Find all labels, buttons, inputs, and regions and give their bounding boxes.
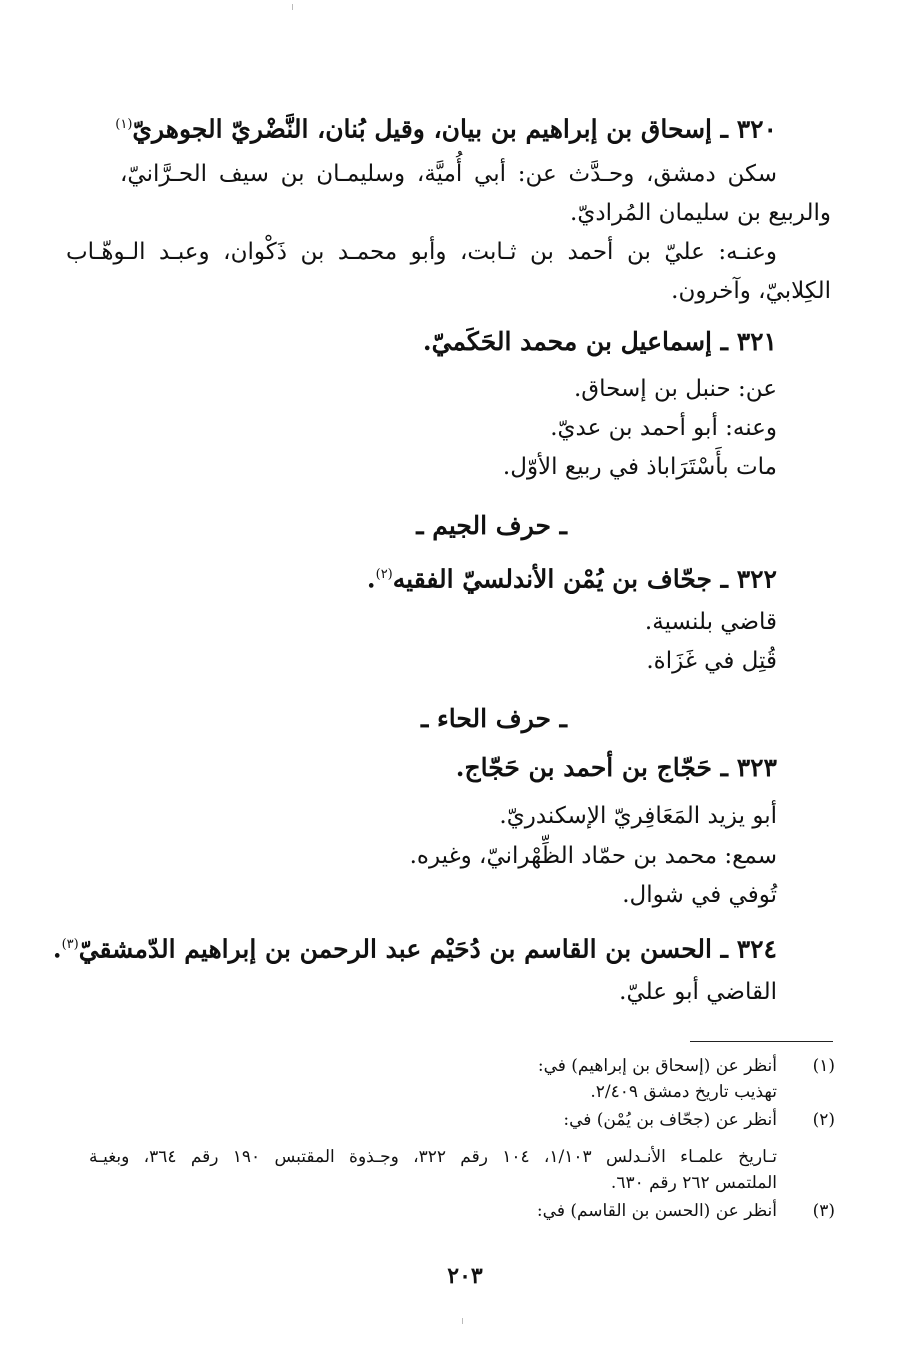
footnote-ref-2: (٢)	[375, 567, 393, 582]
footnote-2-number: (٢)	[812, 1110, 835, 1130]
entry-322-line-2: قُتِل في غَزَاة.	[646, 648, 777, 674]
entry-320-line-4: الكِلابيّ، وآخرون.	[671, 278, 831, 304]
entry-321-line-1: عن: حنبل بن إسحاق.	[573, 376, 777, 402]
entry-323-line-2: سمع: محمد بن حمّاد الظِّهْرانيّ، وغيره.	[409, 843, 777, 869]
entry-324-period: .	[52, 934, 62, 964]
footnote-1-line-2: تهذيب تاريخ دمشق ٢/٤٠٩.	[590, 1082, 777, 1102]
entry-320-title: ٣٢٠ ـ إسحاق بن إبراهيم بن بيان، وقيل بُنان، النَّضْريّ الجوهريّ	[132, 114, 777, 144]
footnote-2-line-3: الملتمس ٢٦٢ رقم ٦٣٠.	[610, 1173, 777, 1193]
entry-323-line-1: أبو يزيد المَعَافِريّ الإسكندريّ.	[499, 803, 777, 829]
section-heading-ha: ـ حرف الحاء ـ	[421, 704, 567, 733]
footnote-1-number: (١)	[812, 1056, 835, 1076]
entry-320-heading	[115, 108, 777, 146]
footnote-separator	[690, 1041, 833, 1042]
entry-322-title: ٣٢٢ ـ جحّاف بن يُمْن الأندلسيّ الفقيه	[392, 564, 777, 594]
footnote-3-line-1: أنظر عن (الحسن بن القاسم) في:	[536, 1201, 777, 1221]
entry-322-line-1: قاضي بلنسية.	[644, 609, 777, 635]
footnote-ref-3: (٣)	[61, 937, 79, 952]
footnote-ref-1: (١)	[115, 117, 133, 132]
entry-324-line-1: القاضي أبو عليّ.	[619, 979, 777, 1005]
entry-320-line-1: سكن دمشق، وحـدَّث عن: أبي أُميَّة، وسليمـان بن سيف الحـرَّانيّ،	[120, 161, 777, 187]
crop-mark-bottom	[462, 1318, 463, 1324]
entry-321-heading: ٣٢١ ـ إسماعيل بن محمد الحَكَميّ.	[422, 327, 777, 356]
entry-322-period: .	[366, 564, 376, 594]
entry-321-line-3: مات بأَسْتَرَاباذ في ربيع الأوّل.	[502, 454, 777, 480]
entry-324-heading	[53, 928, 777, 966]
entry-320-line-3: وعنـه: عليّ بن أحمد بن ثـابت، وأبو محمـد بن ذَكْوان، وعبـد الـوهّـاب	[66, 239, 777, 265]
entry-322-heading	[367, 558, 777, 596]
crop-mark-top	[292, 4, 293, 10]
entry-323-line-3: تُوفي في شوال.	[622, 882, 777, 908]
entry-320-line-2: والربيع بن سليمان المُراديّ.	[570, 200, 831, 226]
section-heading-jim: ـ حرف الجيم ـ	[416, 511, 567, 540]
entry-323-heading: ٣٢٣ ـ حَجّاج بن أحمد بن حَجّاج.	[455, 753, 777, 782]
page-number: ٢٠٣	[447, 1263, 483, 1289]
footnote-2-line-2: تـاريخ علمـاء الأنـدلس ١/١٠٣، ١٠٤ رقم ٣٢٢، وجـذوة المقتبس ١٩٠ رقم ٣٦٤، وبغيـة	[89, 1147, 777, 1167]
entry-324-title: ٣٢٤ ـ الحسن بن القاسم بن دُحَيْم عبد الرحمن بن إبراهيم الدّمشقيّ	[78, 934, 777, 964]
footnote-2-line-1: أنظر عن (جحّاف بن يُمْن) في:	[563, 1110, 777, 1130]
footnote-1-line-1: أنظر عن (إسحاق بن إبراهيم) في:	[537, 1056, 777, 1076]
footnote-3-number: (٣)	[812, 1201, 835, 1221]
entry-321-line-2: وعنه: أبو أحمد بن عديّ.	[550, 415, 777, 441]
